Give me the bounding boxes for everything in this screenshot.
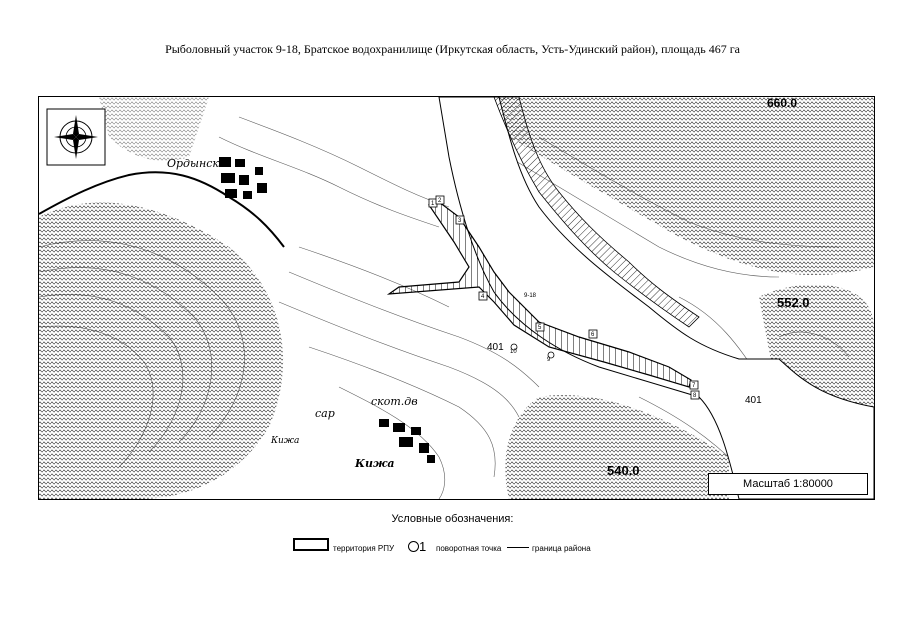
turning-point-6 bbox=[589, 330, 597, 338]
elevation-label: 401 bbox=[745, 395, 762, 406]
turning-point-5 bbox=[536, 323, 544, 331]
svg-text:7: 7 bbox=[692, 383, 696, 389]
map-title: Рыболовный участок 9-18, Братское водохранилище (Иркутская область, Усть-Удинский район), площадь 467 га bbox=[165, 42, 740, 56]
svg-text:5: 5 bbox=[538, 325, 542, 331]
turning-point-3 bbox=[456, 216, 464, 224]
svg-text:2: 2 bbox=[438, 198, 442, 204]
territory-swatch bbox=[293, 538, 329, 551]
turning-point-8 bbox=[691, 391, 699, 399]
elevation-label: 401 bbox=[487, 342, 504, 353]
turning-point-7 bbox=[690, 381, 698, 389]
turning-point-2 bbox=[436, 196, 444, 204]
place-label-kizha: Кижа bbox=[355, 457, 395, 470]
legend-point-label: поворотная точка bbox=[436, 544, 502, 553]
legend-title: Условные обозначения: bbox=[391, 513, 514, 525]
boundary-line-swatch bbox=[507, 547, 529, 548]
legend-territory-label: территория РПУ bbox=[333, 544, 395, 553]
parcel-code: 9-18 bbox=[524, 293, 537, 299]
place-label-sar: сар bbox=[315, 407, 335, 420]
compass-rose-icon bbox=[47, 109, 105, 165]
place-label-village: Ордынск bbox=[167, 157, 219, 170]
turning-point-symbol-number: 1 bbox=[419, 539, 427, 554]
svg-text:1: 1 bbox=[431, 201, 435, 207]
svg-text:6: 6 bbox=[591, 332, 595, 338]
svg-text:9: 9 bbox=[547, 357, 551, 363]
place-label-kizha-small: Кижа bbox=[271, 436, 300, 446]
svg-text:8: 8 bbox=[693, 393, 697, 399]
svg-text:4: 4 bbox=[481, 294, 485, 300]
turning-point-10 bbox=[510, 344, 517, 355]
legend-boundary-label: граница района bbox=[532, 544, 591, 553]
map-frame[interactable] bbox=[38, 96, 875, 500]
svg-text:3: 3 bbox=[458, 218, 462, 224]
circle-icon bbox=[408, 541, 419, 552]
svg-text:10: 10 bbox=[510, 349, 517, 355]
turning-point-symbol bbox=[408, 539, 426, 554]
turning-point-4 bbox=[479, 292, 487, 300]
elevation-label: 552.0 bbox=[777, 295, 810, 310]
elevation-label: 540.0 bbox=[607, 463, 640, 478]
topographic-map bbox=[39, 97, 874, 499]
elevation-label: 660.0 bbox=[767, 97, 798, 110]
place-label-skot-dv: скот.дв bbox=[371, 395, 418, 408]
scale-label: Масштаб 1:80000 bbox=[708, 473, 868, 495]
